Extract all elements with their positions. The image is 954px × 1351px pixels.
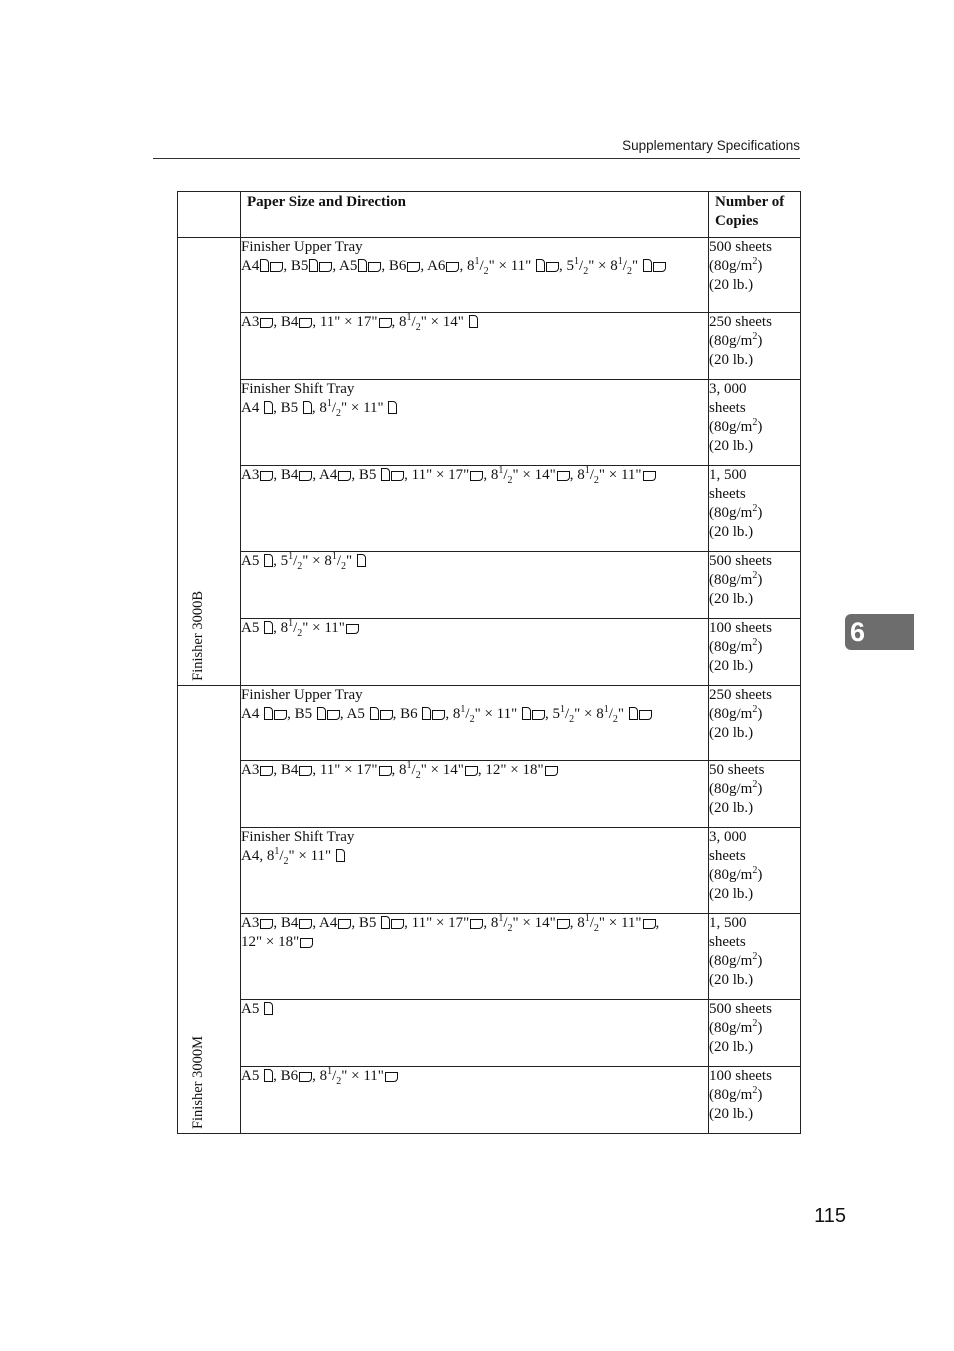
running-head: Supplementary Specifications — [622, 138, 800, 153]
paper-size-item — [485, 762, 557, 778]
number-of-copies-cell — [709, 1067, 801, 1134]
capacity-line: 250 sheets — [709, 314, 772, 330]
landscape-feed-icon — [391, 471, 404, 481]
paper-size-cell — [241, 313, 709, 380]
landscape-feed-icon — [300, 938, 313, 948]
paper-size-item — [241, 467, 273, 483]
number-of-copies-cell — [709, 238, 801, 313]
paper-size-text: A3 — [241, 314, 260, 330]
paper-size-text: 12" × 18" — [241, 934, 300, 950]
paper-size-item — [281, 915, 313, 931]
number-of-copies-cell — [709, 1000, 801, 1067]
paper-size-item — [241, 1001, 273, 1017]
paper-size-text: $8^1/_2$" × 11" — [452, 704, 521, 725]
tray-name: Finisher Shift Tray — [241, 381, 355, 397]
number-of-copies-cell — [709, 686, 801, 761]
portrait-feed-icon — [522, 707, 531, 720]
capacity-line: $(80g/m^2)$ — [709, 1085, 763, 1103]
capacity-line: sheets — [709, 934, 746, 950]
paper-size-item — [319, 467, 351, 483]
landscape-feed-icon — [391, 919, 404, 929]
portrait-feed-icon — [264, 707, 273, 720]
page-number: 115 — [814, 1205, 846, 1227]
column-header-number-of-copies: Number of Copies — [709, 192, 801, 238]
capacity-line: $(80g/m^2)$ — [709, 704, 763, 722]
capacity-line: $(80g/m^2)$ — [709, 951, 763, 969]
number-of-copies-cell — [709, 313, 801, 380]
paper-size-text: A3 — [241, 762, 260, 778]
capacity-line: 1, 500 — [709, 915, 747, 931]
table-row — [178, 238, 801, 313]
portrait-feed-icon — [317, 707, 326, 720]
header-rule — [153, 158, 800, 159]
landscape-feed-icon — [260, 471, 273, 481]
paper-size-item — [241, 848, 259, 864]
paper-size-item — [320, 762, 392, 778]
paper-size-item — [359, 915, 404, 931]
portrait-feed-icon — [264, 554, 273, 567]
number-of-copies-cell — [709, 828, 801, 914]
paper-size-text: A4 — [319, 467, 338, 483]
capacity-line: $(80g/m^2)$ — [709, 865, 763, 883]
portrait-feed-icon — [469, 315, 478, 328]
capacity-line: (20 lb.) — [709, 438, 754, 454]
paper-size-text: B5 — [290, 258, 309, 274]
paper-size-text: A4 — [241, 848, 260, 864]
finisher-model-label: Finisher 3000B — [190, 591, 206, 681]
paper-size-item — [577, 465, 655, 486]
paper-size-item — [319, 398, 397, 419]
paper-size-text: $5^1/_2$" × $8^1/_2$" — [566, 256, 642, 277]
capacity-line: sheets — [709, 848, 746, 864]
paper-size-list: A5 , B6 , $8^1/_2$" × 11" — [241, 1067, 708, 1086]
paper-size-text: B6 — [388, 258, 407, 274]
paper-size-list: A4, $8^1/_2$" × 11" — [241, 847, 708, 866]
paper-size-item — [241, 915, 273, 931]
portrait-feed-icon — [336, 849, 345, 862]
paper-size-text: B6 — [280, 1068, 299, 1084]
paper-size-cell — [241, 466, 709, 552]
portrait-feed-icon — [422, 707, 431, 720]
paper-size-list: A3 , B4 , A4 , B5 , 11" × 17" , $8^1/_2$" × 14" , $8^1/_2$" × 11" , 12" × 18" — [241, 913, 660, 950]
portrait-feed-icon — [264, 1069, 273, 1082]
capacity-line: $(80g/m^2)$ — [709, 1018, 763, 1036]
capacity-line: $(80g/m^2)$ — [709, 779, 763, 797]
paper-size-text: B4 — [280, 314, 299, 330]
paper-size-item — [412, 467, 484, 483]
capacity-line: (20 lb.) — [709, 658, 754, 674]
portrait-feed-icon — [358, 259, 367, 272]
paper-size-text: A5 — [346, 706, 369, 722]
paper-size-text: 11" × 17" — [319, 314, 378, 330]
paper-size-item — [241, 762, 273, 778]
landscape-feed-icon — [327, 710, 340, 720]
paper-size-text: $8^1/_2$" × 14" — [490, 913, 556, 934]
paper-size-cell — [241, 761, 709, 828]
paper-size-list: A3 , B4 , 11" × 17" , $8^1/_2$" × 14" , 12" × 18" — [241, 761, 708, 780]
portrait-feed-icon — [536, 259, 545, 272]
paper-size-item — [266, 846, 345, 867]
paper-size-text: $8^1/_2$" × 11" — [319, 398, 388, 419]
paper-size-item — [400, 706, 445, 722]
landscape-feed-icon — [653, 262, 666, 272]
portrait-feed-icon — [381, 468, 390, 481]
paper-size-text: A4 — [319, 915, 338, 931]
paper-size-text: $5^1/_2$" × $8^1/_2$" — [552, 704, 628, 725]
capacity-line: (20 lb.) — [709, 886, 754, 902]
paper-size-text: $5^1/_2$" × $8^1/_2$" — [280, 551, 356, 572]
landscape-feed-icon — [270, 262, 283, 272]
landscape-feed-icon — [299, 766, 312, 776]
landscape-feed-icon — [470, 919, 483, 929]
capacity-line: 500 sheets — [709, 553, 772, 569]
paper-size-text: A4 — [241, 400, 264, 416]
paper-size-item — [241, 553, 273, 569]
paper-size-text: B5 — [358, 467, 381, 483]
paper-size-list: A5 , $8^1/_2$" × 11" — [241, 619, 708, 638]
paper-size-list — [241, 1000, 708, 1019]
finisher-model-cell — [178, 686, 241, 1134]
number-of-copies-cell — [709, 761, 801, 828]
landscape-feed-icon — [639, 710, 652, 720]
paper-size-item — [281, 314, 313, 330]
portrait-feed-icon — [357, 554, 366, 567]
tray-name: Finisher Upper Tray — [241, 687, 363, 703]
paper-size-item — [281, 1068, 313, 1084]
paper-size-text: $8^1/_2$" × 14" — [399, 760, 464, 781]
table-body — [178, 238, 801, 1134]
landscape-feed-icon — [299, 919, 312, 929]
landscape-feed-icon — [545, 766, 558, 776]
table-row — [178, 914, 801, 1000]
table-row — [178, 686, 801, 761]
paper-size-list: A3 , B4 , 11" × 17" , $8^1/_2$" × 14" — [241, 313, 708, 332]
capacity-line: (20 lb.) — [709, 524, 754, 540]
paper-size-cell — [241, 1000, 709, 1067]
landscape-feed-icon — [546, 262, 559, 272]
paper-size-item — [359, 467, 404, 483]
capacity-line: 500 sheets — [709, 239, 772, 255]
paper-size-text: 11" × 17" — [319, 762, 378, 778]
paper-size-item — [347, 706, 393, 722]
portrait-feed-icon — [629, 707, 638, 720]
table-row — [178, 1000, 801, 1067]
paper-size-item — [412, 915, 484, 931]
paper-size-text: B5 — [280, 400, 302, 416]
landscape-feed-icon — [260, 919, 273, 929]
paper-size-item — [319, 1066, 398, 1087]
paper-size-text: A5 — [241, 620, 264, 636]
portrait-feed-icon — [264, 621, 273, 634]
paper-size-text: $8^1/_2$" × 14" — [490, 465, 556, 486]
paper-size-text: $8^1/_2$" × 11" — [466, 256, 536, 277]
paper-size-list: A3 , B4 , A4 , B5 , 11" × 17" , $8^1/_2$" × 14" , $8^1/_2$" × 11" — [241, 466, 708, 485]
table-row — [178, 466, 801, 552]
paper-size-item — [281, 467, 313, 483]
header-blank-cell — [178, 192, 241, 238]
paper-size-cell — [241, 1067, 709, 1134]
portrait-feed-icon — [260, 259, 269, 272]
paper-size-text: B4 — [280, 915, 299, 931]
portrait-feed-icon — [309, 259, 318, 272]
portrait-feed-icon — [643, 259, 652, 272]
paper-size-item — [291, 258, 333, 274]
table-row — [178, 619, 801, 686]
landscape-feed-icon — [260, 318, 273, 328]
finisher-model-label: Finisher 3000M — [190, 1035, 206, 1129]
capacity-line: $(80g/m^2)$ — [709, 417, 763, 435]
number-of-copies-cell — [709, 552, 801, 619]
landscape-feed-icon — [557, 471, 570, 481]
paper-size-item — [399, 312, 478, 333]
number-of-copies-cell — [709, 619, 801, 686]
paper-size-item — [241, 1068, 273, 1084]
landscape-feed-icon — [407, 262, 420, 272]
paper-size-cell — [241, 552, 709, 619]
paper-size-text: A3 — [241, 915, 260, 931]
capacity-line: (20 lb.) — [709, 1039, 754, 1055]
table-row — [178, 761, 801, 828]
paper-size-text: A4 — [241, 258, 260, 274]
paper-size-text: A5 — [241, 1001, 264, 1017]
capacity-line: 50 sheets — [709, 762, 765, 778]
landscape-feed-icon — [465, 766, 478, 776]
paper-size-text: $8^1/_2$" × 11" — [266, 846, 335, 867]
paper-size-item — [427, 258, 459, 274]
capacity-line: 500 sheets — [709, 1001, 772, 1017]
paper-size-text: B4 — [280, 762, 299, 778]
portrait-feed-icon — [370, 707, 379, 720]
capacity-line: 250 sheets — [709, 687, 772, 703]
column-header-paper-size: Paper Size and Direction — [241, 192, 709, 238]
capacity-line: 3, 000 — [709, 829, 747, 845]
paper-size-text: $8^1/_2$" × 14" — [399, 312, 468, 333]
paper-size-text: A5 — [339, 258, 358, 274]
landscape-feed-icon — [446, 262, 459, 272]
table-row — [178, 313, 801, 380]
landscape-feed-icon — [368, 262, 381, 272]
paper-size-item — [319, 915, 351, 931]
table-row — [178, 552, 801, 619]
paper-size-cell — [241, 619, 709, 686]
landscape-feed-icon — [380, 710, 393, 720]
landscape-feed-icon — [299, 471, 312, 481]
landscape-feed-icon — [432, 710, 445, 720]
landscape-feed-icon — [643, 471, 656, 481]
capacity-line: $(80g/m^2)$ — [709, 331, 763, 349]
landscape-feed-icon — [299, 318, 312, 328]
paper-size-item — [241, 258, 283, 274]
table-row — [178, 380, 801, 466]
capacity-line: 3, 000 — [709, 381, 747, 397]
chapter-tab: 6 — [845, 614, 914, 650]
paper-size-cell — [241, 238, 709, 313]
number-of-copies-cell — [709, 466, 801, 552]
tray-name: Finisher Shift Tray — [241, 829, 355, 845]
paper-size-cell — [241, 914, 709, 1000]
paper-size-item — [466, 256, 559, 277]
paper-size-text: $8^1/_2$" × 11" — [577, 913, 642, 934]
landscape-feed-icon — [557, 919, 570, 929]
paper-size-text: B5 — [358, 915, 381, 931]
number-of-copies-cell — [709, 380, 801, 466]
landscape-feed-icon — [470, 471, 483, 481]
capacity-line: sheets — [709, 400, 746, 416]
capacity-line: (20 lb.) — [709, 1106, 754, 1122]
paper-size-item — [490, 465, 570, 486]
capacity-line: $(80g/m^2)$ — [709, 637, 763, 655]
portrait-feed-icon — [388, 401, 397, 414]
paper-size-cell — [241, 380, 709, 466]
landscape-feed-icon — [319, 262, 332, 272]
paper-size-item — [320, 314, 392, 330]
capacity-line: (20 lb.) — [709, 972, 754, 988]
paper-size-item — [577, 913, 655, 934]
paper-size-list: A4 , B5 , A5 , B6 , A6 , $8^1/_2$" × 11" , $5^1/_2$" × $8^1/_2$" — [241, 257, 708, 276]
capacity-line: 100 sheets — [709, 620, 772, 636]
landscape-feed-icon — [274, 710, 287, 720]
paper-size-cell — [241, 828, 709, 914]
paper-size-item — [295, 706, 340, 722]
paper-size-text: B6 — [400, 706, 422, 722]
paper-size-item — [566, 256, 666, 277]
paper-size-item — [241, 400, 273, 416]
paper-size-text: A6 — [427, 258, 446, 274]
paper-size-text: 11" × 17" — [411, 915, 470, 931]
landscape-feed-icon — [299, 1072, 312, 1082]
landscape-feed-icon — [338, 471, 351, 481]
paper-size-item — [399, 760, 478, 781]
capacity-line: $(80g/m^2)$ — [709, 570, 763, 588]
paper-size-item — [281, 400, 312, 416]
paper-size-text: 11" × 17" — [411, 467, 470, 483]
paper-size-text: A5 — [241, 1068, 264, 1084]
portrait-feed-icon — [381, 916, 390, 929]
tray-name: Finisher Upper Tray — [241, 239, 363, 255]
landscape-feed-icon — [385, 1072, 398, 1082]
capacity-line: (20 lb.) — [709, 591, 754, 607]
portrait-feed-icon — [264, 401, 273, 414]
paper-size-text: 12" × 18" — [485, 762, 544, 778]
capacity-line: 100 sheets — [709, 1068, 772, 1084]
table-row — [178, 828, 801, 914]
capacity-line: (20 lb.) — [709, 277, 754, 293]
capacity-line: (20 lb.) — [709, 800, 754, 816]
finisher-model-cell — [178, 238, 241, 686]
capacity-line: $(80g/m^2)$ — [709, 256, 763, 274]
capacity-line: 1, 500 — [709, 467, 747, 483]
landscape-feed-icon — [260, 766, 273, 776]
landscape-feed-icon — [346, 624, 359, 634]
paper-size-text: B4 — [280, 467, 299, 483]
paper-size-list: A5 , $5^1/_2$" × $8^1/_2$" — [241, 552, 708, 571]
paper-size-item — [490, 913, 570, 934]
specifications-table — [177, 191, 801, 1134]
paper-size-item — [241, 934, 313, 950]
table-header-row — [178, 192, 801, 238]
paper-size-item — [552, 704, 651, 725]
paper-size-text: A3 — [241, 467, 260, 483]
paper-size-cell — [241, 686, 709, 761]
landscape-feed-icon — [379, 318, 392, 328]
capacity-line: sheets — [709, 486, 746, 502]
table-row — [178, 1067, 801, 1134]
paper-size-item — [389, 258, 421, 274]
landscape-feed-icon — [338, 919, 351, 929]
paper-size-item — [241, 620, 273, 636]
paper-size-text: A5 — [241, 553, 264, 569]
paper-size-item — [339, 258, 381, 274]
paper-size-list: A4 , B5 , A5 , B6 , $8^1/_2$" × 11" , $5^1/_2$" × $8^1/_2$" — [241, 705, 708, 724]
paper-size-text: $8^1/_2$" × 11" — [280, 618, 345, 639]
paper-size-text: $8^1/_2$" × 11" — [577, 465, 642, 486]
capacity-line: (20 lb.) — [709, 725, 754, 741]
paper-size-text: $8^1/_2$" × 11" — [319, 1066, 384, 1087]
paper-size-item — [281, 762, 313, 778]
landscape-feed-icon — [379, 766, 392, 776]
paper-size-text: A4 — [241, 706, 264, 722]
landscape-feed-icon — [532, 710, 545, 720]
paper-size-item — [241, 706, 287, 722]
capacity-line: (20 lb.) — [709, 352, 754, 368]
portrait-feed-icon — [264, 1002, 273, 1015]
portrait-feed-icon — [303, 401, 312, 414]
paper-size-list: A4 , B5 , $8^1/_2$" × 11" — [241, 399, 708, 418]
capacity-line: $(80g/m^2)$ — [709, 503, 763, 521]
paper-size-item — [452, 704, 545, 725]
number-of-copies-cell — [709, 914, 801, 1000]
landscape-feed-icon — [643, 919, 656, 929]
paper-size-text: B5 — [294, 706, 316, 722]
paper-size-item — [241, 314, 273, 330]
